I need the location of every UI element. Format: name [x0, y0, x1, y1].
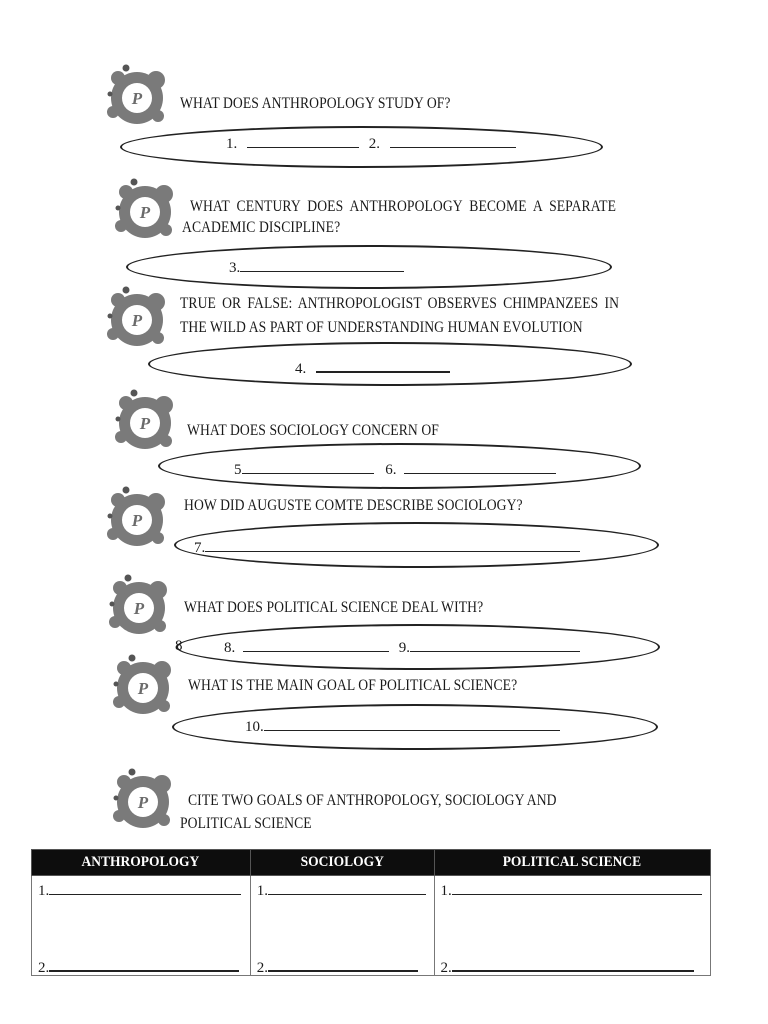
header-sociology: SOCIOLOGY [250, 850, 434, 876]
blank-8[interactable] [243, 637, 389, 652]
question-1: WHAT DOES ANTHROPOLOGY STUDY OF? [180, 95, 451, 112]
stray-mark: 8 [175, 638, 183, 654]
blank-6[interactable] [404, 459, 556, 474]
blank-label-8: 8. [224, 640, 236, 656]
sociology-cell[interactable]: 1. 2. [250, 876, 434, 976]
blank-label-9: 9. [398, 640, 410, 656]
question-4: WHAT DOES SOCIOLOGY CONCERN OF [187, 422, 439, 439]
question-3-line-2: THE WILD AS PART OF UNDERSTANDING HUMAN EVOLUTION [180, 319, 583, 336]
question-2-line-1: WHAT CENTURY DOES ANTHROPOLOGY BECOME A SEPARATE [190, 198, 617, 215]
answer-row-4 [234, 459, 556, 479]
blank-3[interactable] [240, 257, 404, 272]
blank-1[interactable] [247, 133, 359, 148]
blank-10[interactable] [264, 716, 560, 731]
blank-4[interactable] [316, 357, 450, 373]
blank-2[interactable] [390, 133, 516, 148]
pinterest-badge-icon [104, 62, 170, 128]
answer-row-7 [245, 716, 560, 736]
header-anthropology: ANTHROPOLOGY [32, 850, 251, 876]
anthropology-cell[interactable]: 1. 2. [32, 876, 251, 976]
political-science-cell[interactable]: 1. 2. [434, 876, 711, 976]
question-7: WHAT IS THE MAIN GOAL OF POLITICAL SCIENCE? [188, 677, 518, 694]
svg-text:P: P [139, 203, 151, 222]
blank-label-6: 6. [385, 462, 397, 478]
blank-label-2: 2. [368, 136, 380, 152]
pinterest-badge-icon [112, 387, 178, 453]
goals-table [31, 849, 711, 976]
pinterest-badge-icon [104, 484, 170, 550]
pinterest-badge-icon [106, 572, 172, 638]
blank-label-7: 7. [194, 540, 206, 556]
answer-row-1 [226, 133, 516, 153]
question-8-line-2: POLITICAL SCIENCE [180, 815, 312, 832]
pinterest-badge-icon [110, 652, 176, 718]
blank-label-4: 4. [295, 361, 307, 377]
pinterest-badge-icon [112, 176, 178, 242]
question-8-line-1: CITE TWO GOALS OF ANTHROPOLOGY, SOCIOLOGY AND [188, 792, 557, 809]
question-6: WHAT DOES POLITICAL SCIENCE DEAL WITH? [184, 599, 484, 616]
svg-text:P: P [133, 599, 145, 618]
blank-label-5: 5 [234, 462, 242, 478]
blank-label-1: 1. [226, 136, 238, 152]
answer-row-6 [224, 637, 580, 657]
question-2-line-2: ACADEMIC DISCIPLINE? [182, 219, 341, 236]
blank-5[interactable] [242, 459, 374, 474]
pinterest-badge-icon [110, 766, 176, 832]
svg-text:P: P [131, 511, 143, 530]
blank-7[interactable] [205, 537, 580, 552]
svg-text:P: P [137, 679, 149, 698]
svg-text:P: P [131, 89, 143, 108]
answer-row-2 [229, 257, 404, 277]
answer-row-5 [194, 537, 580, 557]
question-5: HOW DID AUGUSTE COMTE DESCRIBE SOCIOLOGY? [184, 497, 523, 514]
blank-9[interactable] [410, 637, 580, 652]
answer-row-3 [295, 357, 450, 378]
header-political-science: POLITICAL SCIENCE [434, 850, 711, 876]
svg-text:P: P [137, 793, 149, 812]
svg-text:P: P [131, 311, 143, 330]
question-3-line-1: TRUE OR FALSE: ANTHROPOLOGIST OBSERVES CHIMPANZEES IN [180, 295, 620, 312]
blank-label-3: 3. [229, 260, 241, 276]
svg-text:P: P [139, 414, 151, 433]
blank-label-10: 10. [245, 719, 264, 735]
pinterest-badge-icon [104, 284, 170, 350]
